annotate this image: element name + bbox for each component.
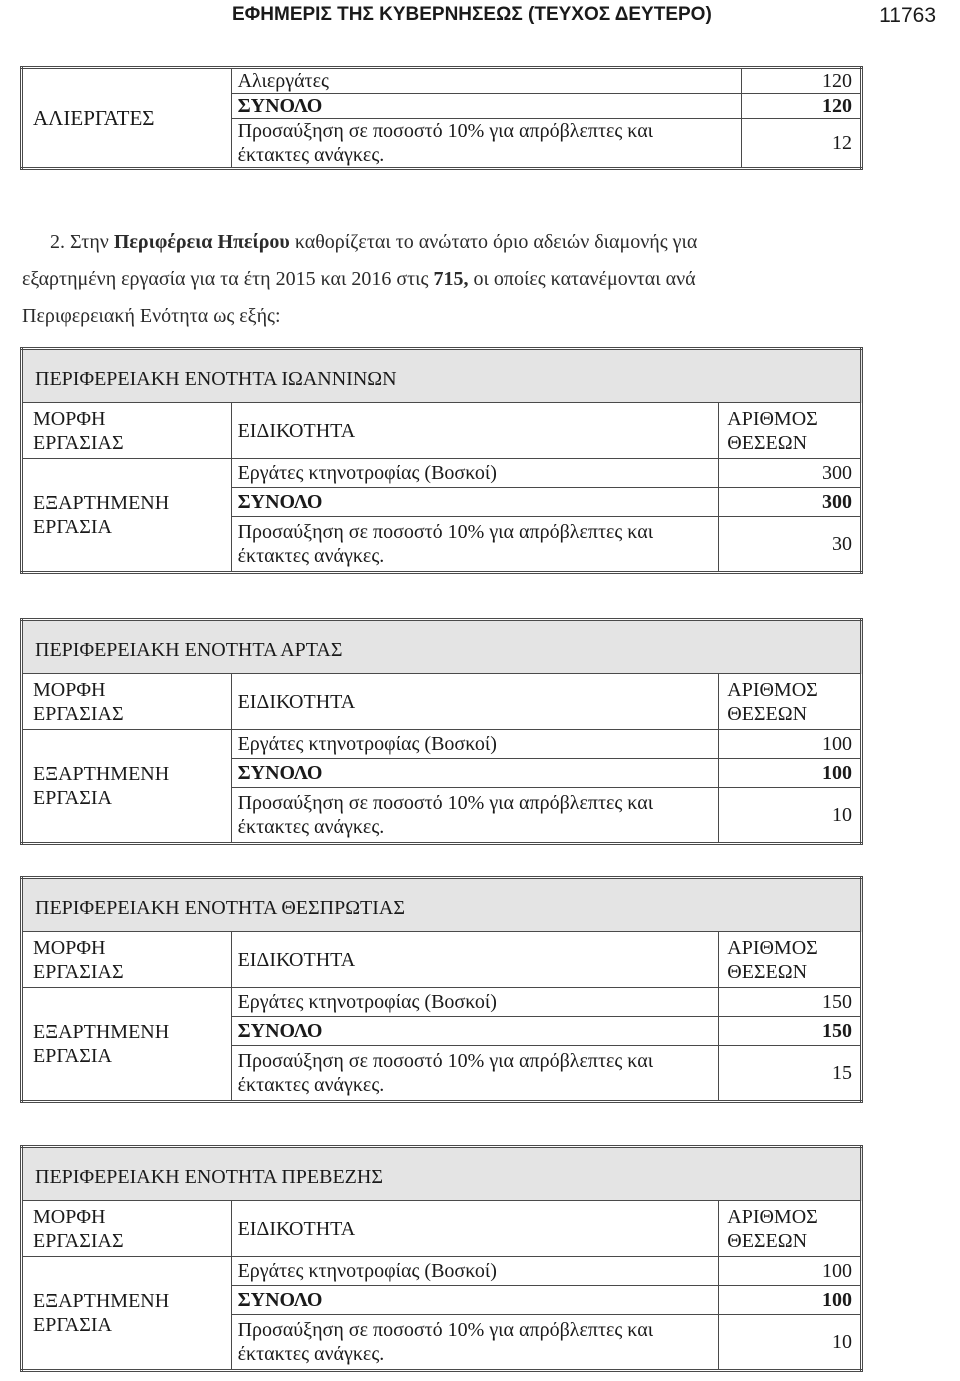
count-header — [719, 674, 862, 730]
increase-line-1: Προσαύξηση σε ποσοστό 10% για απρόβλεπτες και — [237, 1050, 654, 1072]
increase-line-2: έκτακτες ανάγκες. — [237, 816, 385, 838]
paragraph-line-3: Περιφερειακή Ενότητα ως εξής: — [22, 305, 281, 327]
morfi-header — [22, 932, 232, 988]
increase-label — [231, 517, 719, 573]
workers-value: 300 — [719, 459, 862, 488]
header-text: ΜΟΡΦΗ — [33, 936, 106, 959]
work-type-cell — [22, 730, 232, 844]
increase-label — [231, 788, 719, 844]
body-paragraph — [22, 224, 842, 335]
increase-value: 15 — [719, 1046, 862, 1102]
specialty-header: ΕΙΔΙΚΟΤΗΤΑ — [231, 403, 719, 459]
total-label: ΣΥΝΟΛΟ — [231, 488, 719, 517]
work-type-cell — [22, 1257, 232, 1371]
row-value: 120 — [742, 68, 862, 94]
increase-line-1: Προσαύξηση σε ποσοστό 10% για απρόβλεπτες και — [237, 521, 654, 543]
increase-line-1: Προσαύξηση σε ποσοστό 10% για απρόβλεπτες και — [237, 120, 654, 142]
increase-line-1: Προσαύξηση σε ποσοστό 10% για απρόβλεπτες και — [237, 1319, 654, 1341]
region-title: ΠΕΡΙΦΕΡΕΙΑΚΗ ΕΝΟΤΗΤΑ ΠΡΕΒΕΖΗΣ — [22, 1147, 862, 1201]
region-table — [20, 618, 863, 845]
total-label: ΣΥΝΟΛΟ — [231, 94, 742, 119]
workers-value: 150 — [719, 988, 862, 1017]
count-header — [719, 403, 862, 459]
text-run: 2. Στην — [50, 231, 114, 253]
total-value: 120 — [742, 94, 862, 119]
region-table — [20, 876, 863, 1103]
header-text: ΑΡΙΘΜΟΣ — [727, 936, 818, 959]
workers-label: Εργάτες κτηνοτροφίας (Βοσκοί) — [231, 730, 719, 759]
work-type-text: ΕΞΑΡΤΗΜΕΝΗ — [33, 1021, 170, 1043]
header-text: ΑΡΙΘΜΟΣ — [727, 407, 818, 430]
work-type-cell — [22, 459, 232, 573]
work-type-text: ΕΞΑΡΤΗΜΕΝΗ — [33, 763, 170, 785]
row-label: Αλιεργάτες — [231, 68, 742, 94]
region-table — [20, 347, 863, 574]
text-run: καθορίζεται το ανώτατο όριο αδειών διαμονής για — [289, 231, 698, 253]
increase-value: 12 — [742, 119, 862, 169]
total-label: ΣΥΝΟΛΟ — [231, 1286, 719, 1315]
region-title: ΠΕΡΙΦΕΡΕΙΑΚΗ ΕΝΟΤΗΤΑ ΑΡΤΑΣ — [22, 620, 862, 674]
increase-label — [231, 1046, 719, 1102]
page-header — [0, 0, 960, 34]
workers-value: 100 — [719, 730, 862, 759]
header-text: ΜΟΡΦΗ — [33, 1205, 106, 1228]
region-title: ΠΕΡΙΦΕΡΕΙΑΚΗ ΕΝΟΤΗΤΑ ΘΕΣΠΡΩΤΙΑΣ — [22, 878, 862, 932]
work-type-text: ΕΡΓΑΣΙΑ — [33, 516, 112, 538]
increase-line-2: έκτακτες ανάγκες. — [237, 1343, 385, 1365]
workers-value: 100 — [719, 1257, 862, 1286]
header-text: ΕΡΓΑΣΙΑΣ — [33, 431, 124, 454]
text-run: οι οποίες κατανέμονται ανά — [468, 268, 696, 290]
gazette-title: ΕΦΗΜΕΡΙΣ ΤΗΣ ΚΥΒΕΡΝΗΣΕΩΣ (ΤΕΥΧΟΣ ΔΕΥΤΕΡΟ) — [232, 4, 712, 25]
increase-line-2: έκτακτες ανάγκες. — [237, 545, 385, 567]
workers-label: Εργάτες κτηνοτροφίας (Βοσκοί) — [231, 459, 719, 488]
region-name: Περιφέρεια Ηπείρου — [113, 231, 290, 253]
increase-line-1: Προσαύξηση σε ποσοστό 10% για απρόβλεπτες και — [237, 792, 654, 814]
total-label: ΣΥΝΟΛΟ — [231, 1017, 719, 1046]
text-run: εξαρτημένη εργασία για τα έτη 2015 και 2016 στις — [22, 268, 434, 290]
specialty-header: ΕΙΔΙΚΟΤΗΤΑ — [231, 1201, 719, 1257]
header-text: ΕΡΓΑΣΙΑΣ — [33, 1229, 124, 1252]
increase-value: 10 — [719, 788, 862, 844]
morfi-header — [22, 674, 232, 730]
specialty-header: ΕΙΔΙΚΟΤΗΤΑ — [231, 932, 719, 988]
work-type-text: ΕΞΑΡΤΗΜΕΝΗ — [33, 492, 170, 514]
workers-label: Εργάτες κτηνοτροφίας (Βοσκοί) — [231, 988, 719, 1017]
header-text: ΑΡΙΘΜΟΣ — [727, 678, 818, 701]
work-type-text: ΕΡΓΑΣΙΑ — [33, 1045, 112, 1067]
work-type-cell — [22, 988, 232, 1102]
work-type-text: ΕΞΑΡΤΗΜΕΝΗ — [33, 1290, 170, 1312]
increase-line-2: έκτακτες ανάγκες. — [237, 144, 385, 166]
total-label: ΣΥΝΟΛΟ — [231, 759, 719, 788]
header-text: ΕΡΓΑΣΙΑΣ — [33, 960, 124, 983]
paragraph-line-1 — [22, 224, 842, 261]
header-text: ΑΡΙΘΜΟΣ — [727, 1205, 818, 1228]
morfi-header — [22, 1201, 232, 1257]
work-type-text: ΕΡΓΑΣΙΑ — [33, 787, 112, 809]
count-header — [719, 932, 862, 988]
alievgates-table — [20, 66, 863, 170]
header-text: ΜΟΡΦΗ — [33, 678, 106, 701]
header-text: ΘΕΣΕΩΝ — [727, 1229, 808, 1252]
increase-label — [231, 119, 742, 169]
header-text: ΕΡΓΑΣΙΑΣ — [33, 702, 124, 725]
increase-line-2: έκτακτες ανάγκες. — [237, 1074, 385, 1096]
total-value: 100 — [719, 1286, 862, 1315]
header-text: ΘΕΣΕΩΝ — [727, 960, 808, 983]
header-text: ΘΕΣΕΩΝ — [727, 702, 808, 725]
page-number: 11763 — [879, 4, 936, 27]
workers-label: Εργάτες κτηνοτροφίας (Βοσκοί) — [231, 1257, 719, 1286]
total-value: 100 — [719, 759, 862, 788]
total-value: 150 — [719, 1017, 862, 1046]
count-header — [719, 1201, 862, 1257]
morfi-header — [22, 403, 232, 459]
work-type-text: ΕΡΓΑΣΙΑ — [33, 1314, 112, 1336]
region-title: ΠΕΡΙΦΕΡΕΙΑΚΗ ΕΝΟΤΗΤΑ ΙΩΑΝΝΙΝΩΝ — [22, 349, 862, 403]
header-text: ΘΕΣΕΩΝ — [727, 431, 808, 454]
increase-label — [231, 1315, 719, 1371]
category-cell: ΑΛΙΕΡΓΑΤΕΣ — [22, 68, 232, 169]
specialty-header: ΕΙΔΙΚΟΤΗΤΑ — [231, 674, 719, 730]
region-table — [20, 1145, 863, 1372]
paragraph-line-2 — [22, 261, 842, 298]
header-text: ΜΟΡΦΗ — [33, 407, 106, 430]
total-value: 300 — [719, 488, 862, 517]
increase-value: 10 — [719, 1315, 862, 1371]
increase-value: 30 — [719, 517, 862, 573]
total-permits: 715, — [433, 268, 469, 290]
